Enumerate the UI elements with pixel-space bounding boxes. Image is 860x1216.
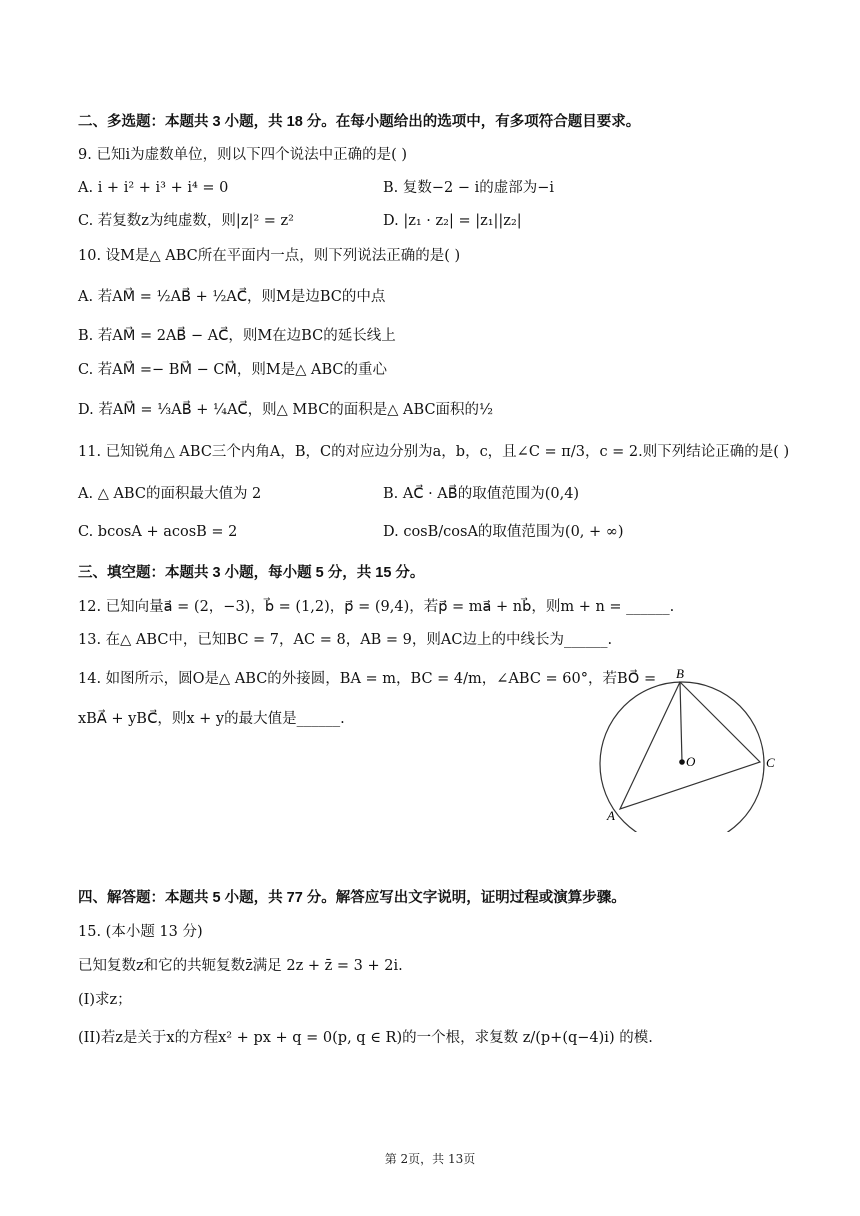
q11-option-a: A. △ ABC的面积最大值为 2 xyxy=(78,486,262,502)
q9-option-b: B. 复数−2 − i的虚部为−i xyxy=(383,180,555,196)
q9-option-a: A. i + i² + i³ + i⁴ = 0 xyxy=(78,180,229,196)
q10-option-a: A. 若AM⃗ = ½AB⃗ + ½AC⃗，则M是边BC的中点 xyxy=(78,289,386,305)
section-solve: 四、解答题：本题共 5 小题，共 77 分。解答应写出文字说明，证明过程或演算步骤。 xyxy=(78,890,626,906)
q10-stem: 10. 设M是△ ABC所在平面内一点，则下列说法正确的是( ) xyxy=(78,248,461,264)
q15-part1: (I)求z； xyxy=(78,992,132,1008)
circumcircle-figure xyxy=(596,662,796,832)
q10-option-c: C. 若AM⃗ =− BM⃗ − CM⃗，则M是△ ABC的重心 xyxy=(78,362,388,378)
page-footer: 第 2页，共 13页 xyxy=(384,1152,476,1166)
label-o: O xyxy=(686,754,696,769)
q11-option-d: D. cosB/cosA的取值范围为(0, + ∞) xyxy=(383,524,624,540)
q12: 12. 已知向量a⃗ = (2，−3)，b⃗ = (1,2)，p⃗ = (9,4)，若p⃗ = ma⃗ + nb⃗，则m + n = ______. xyxy=(78,599,675,615)
label-c: C xyxy=(766,755,775,770)
q15-header: 15. (本小题 13 分) xyxy=(78,924,203,940)
segment-bo xyxy=(680,682,682,762)
q11-option-c: C. bcosA + acosB = 2 xyxy=(78,524,238,540)
triangle-abc xyxy=(620,682,760,809)
q13: 13. 在△ ABC中，已知BC = 7，AC = 8，AB = 9，则AC边上的中线长为______. xyxy=(78,632,613,648)
q9-option-d: D. |z₁ · z₂| = |z₁||z₂| xyxy=(383,213,522,229)
q14-line1: 14. 如图所示，圆O是△ ABC的外接圆，BA = m，BC = 4/m，∠ABC = 60°，若BO⃗ = xyxy=(78,671,657,687)
q10-option-d: D. 若AM⃗ = ⅓AB⃗ + ¼AC⃗，则△ MBC的面积是△ ABC面积的½ xyxy=(78,402,494,418)
q9-option-c: C. 若复数z为纯虚数，则|z|² = z² xyxy=(78,213,294,229)
q15-stem: 已知复数z和它的共轭复数z̄满足 2z + z̄ = 3 + 2i. xyxy=(78,958,403,974)
section-multi-choice: 二、多选题：本题共 3 小题，共 18 分。在每小题给出的选项中，有多项符合题目要求。 xyxy=(78,114,641,130)
center-point xyxy=(679,759,685,765)
q14-line2: xBA⃗ + yBC⃗，则x + y的最大值是______. xyxy=(78,711,345,727)
q11-option-b: B. AC⃗ · AB⃗的取值范围为(0,4) xyxy=(383,486,580,502)
section-fill-in: 三、填空题：本题共 3 小题，每小题 5 分，共 15 分。 xyxy=(78,565,425,581)
label-b: B xyxy=(676,666,684,681)
label-a: A xyxy=(607,808,615,823)
q10-option-b: B. 若AM⃗ = 2AB⃗ − AC⃗，则M在边BC的延长线上 xyxy=(78,328,396,344)
q11-stem: 11. 已知锐角△ ABC三个内角A，B，C的对应边分别为a，b，c，且∠C = π/3，c = 2.则下列结论正确的是( ) xyxy=(78,444,790,460)
q15-part2: (II)若z是关于x的方程x² + px + q = 0(p, q ∈ R)的一个根，求复数 z/(p+(q−4)i) 的模. xyxy=(78,1030,653,1046)
q9-stem: 9. 已知i为虚数单位，则以下四个说法中正确的是( ) xyxy=(78,147,408,163)
